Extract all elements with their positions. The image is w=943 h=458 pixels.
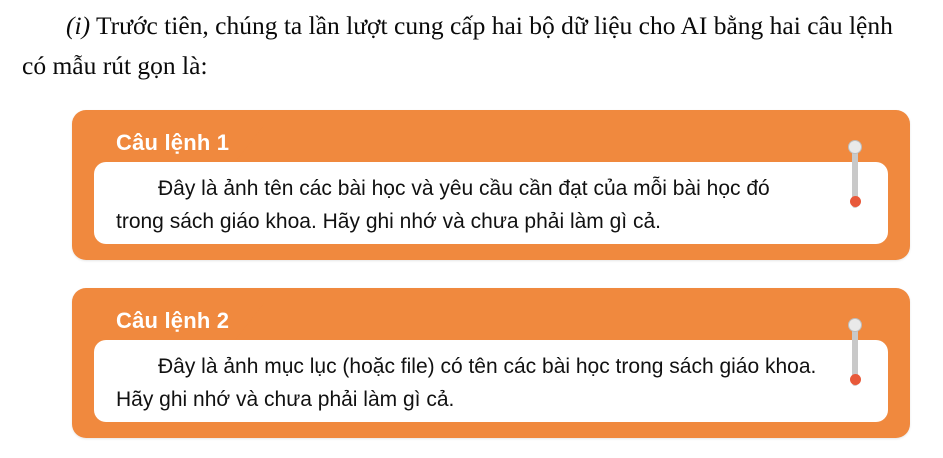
scrollbar-knob-bottom-icon[interactable] [850, 196, 861, 207]
header-slant-decoration [235, 302, 265, 340]
intro-line-1: Trước tiên, chúng ta lần lượt cung cấp hai bộ dữ liệu cho AI bằng hai câu lệnh [90, 11, 893, 40]
command-card-2-line-1: Đây là ảnh mục lục (hoặc file) có tên các bài học trong sách giáo khoa. [158, 355, 817, 378]
command-card-2 [72, 288, 910, 438]
command-card-2-header [94, 302, 265, 340]
command-card-1-body [94, 162, 888, 244]
scrollbar-knob-top-icon[interactable] [848, 140, 862, 154]
command-card-2-title: Câu lệnh 2 [116, 308, 230, 333]
scrollbar-handle-1[interactable] [848, 140, 862, 212]
command-card-2-body [94, 340, 888, 422]
command-card-2-line-2: Hãy ghi nhớ và chưa phải làm gì cả. [116, 388, 455, 411]
command-card-1-title: Câu lệnh 1 [116, 130, 230, 155]
command-card-1 [72, 110, 910, 260]
intro-paragraph [22, 6, 928, 86]
command-card-2-text [116, 350, 828, 416]
scrollbar-knob-bottom-icon[interactable] [850, 374, 861, 385]
header-slant-decoration [235, 124, 265, 162]
intro-marker: (i) [66, 11, 91, 40]
scrollbar-handle-2[interactable] [848, 318, 862, 390]
command-card-1-line-2: trong sách giáo khoa. Hãy ghi nhớ và chưa phải làm gì cả. [116, 210, 661, 233]
scrollbar-knob-top-icon[interactable] [848, 318, 862, 332]
command-card-1-text [116, 172, 828, 238]
command-card-1-line-1: Đây là ảnh tên các bài học và yêu cầu cần đạt của mỗi bài học đó [158, 177, 770, 200]
intro-line-2: có mẫu rút gọn là: [22, 51, 208, 80]
command-card-1-header [94, 124, 265, 162]
